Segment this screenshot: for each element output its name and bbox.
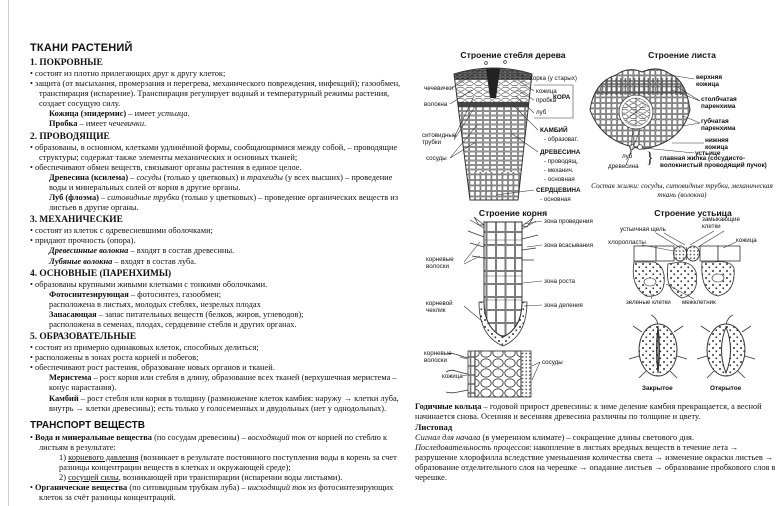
text-run: придают прочность (опора). — [35, 236, 136, 246]
text-run: сосуды — [136, 172, 162, 182]
root-label-cap: корневой чехлик — [426, 300, 453, 314]
text-run: нисходящий ток — [247, 483, 307, 493]
stoma-label-epidermis: кожица — [736, 237, 757, 244]
text-run: – — [128, 172, 137, 182]
stem-label-wood-sub3: - основная — [544, 176, 575, 183]
text-run: состоят из примерно одинаковых клеток, способных делиться; — [35, 343, 259, 353]
leaf-label-lub: луб — [622, 153, 633, 160]
root-zone-growth: зона роста — [544, 278, 575, 285]
stoma-state-open: Открытое — [710, 385, 742, 392]
text-run: – запас питательных веществ (белков, жиров, углеводов); — [96, 309, 304, 319]
doc-line — [49, 320, 412, 330]
doc-line — [30, 363, 412, 373]
leaf-label-palisade: столбчатая паренхима — [701, 96, 737, 110]
transport-items — [30, 433, 412, 504]
section-header: 4. ОСНОВНЫЕ (ПАРЕНХИМЫ) — [30, 268, 172, 279]
text-run: Органические вещества — [35, 483, 128, 493]
doc-line — [30, 79, 412, 109]
stoma-state-closed: Закрытое — [642, 385, 673, 392]
left-column — [30, 42, 412, 503]
text-run: – входят в состав луба. — [112, 256, 197, 266]
stoma-label-chloroplasts: хлоропласты — [608, 239, 646, 246]
doc-line — [49, 109, 412, 119]
text-run: Древесина (ксилема) — [49, 172, 129, 182]
stem-diagram-title: Строение стебля дерева — [460, 50, 566, 60]
text-run: Годичные кольца — [415, 402, 482, 411]
text-run: – имеет — [77, 119, 109, 129]
text-run: 2) — [59, 473, 69, 483]
stem-diagram-drawing — [420, 48, 606, 206]
text-run: . — [144, 119, 147, 129]
text-run: – — [98, 193, 108, 203]
stoma-diagram-title: Строение устьица — [654, 208, 732, 218]
stem-label-kora: КОРА — [553, 94, 571, 101]
stem-label-lub: луб — [536, 109, 547, 116]
cross-label-epidermis: кожица — [442, 373, 463, 380]
doc-line — [49, 394, 412, 414]
leaf-label-upper-epidermis: верхняя кожица — [696, 74, 723, 88]
root-zone-division: зона деления — [544, 302, 583, 309]
leaf-diagram — [584, 48, 780, 206]
root-diagram-drawing — [420, 206, 606, 348]
leaf-diagram-title: Строение листа — [648, 50, 716, 60]
text-run: Вода и минеральные вещества — [35, 432, 152, 442]
text-run: (у всех высших) – проведение воды и минеральных солей от корня в другие органы. — [49, 172, 393, 192]
root-diagram-title: Строение корня — [478, 208, 548, 218]
text-run: корневого давления — [68, 452, 139, 462]
text-run: – рост корня или стебля в длину, образование всех тканей (верхушечная меристема – конус нарастания). — [49, 373, 397, 393]
doc-line — [49, 257, 412, 267]
leaf-label-wood: древесина — [608, 163, 639, 170]
stem-label-wood: ДРЕВЕСИНА — [540, 149, 581, 156]
leaffall-signal — [415, 433, 778, 443]
text-run: Пробка — [49, 119, 78, 129]
section-header: 5. ОБРАЗОВАТЕЛЬНЫЕ — [30, 332, 137, 343]
text-run: (только у цветковых) – проведение органических веществ из листьев в другие органы. — [49, 193, 399, 213]
root-diagram — [420, 206, 606, 348]
leaffall-sequence — [415, 443, 778, 484]
text-run: состоят из плотно прилегающих друг к другу клеток; — [35, 69, 226, 78]
root-label-hairs: корневые волоски — [426, 256, 454, 270]
stem-label-korka: корка (у старых) — [530, 75, 577, 82]
root-cross-section-diagram — [420, 348, 606, 402]
text-run: расположена в семенах, плодах, сердцевине стебля и других органах. — [49, 319, 297, 329]
stem-label-cambium-sub: - образоват. — [544, 136, 579, 143]
cross-label-vessels: сосуды — [542, 359, 563, 366]
leaf-label-stoma: устьице — [695, 150, 721, 157]
text-run: Луб (флоэма) — [49, 193, 99, 203]
leaf-label-spongy: губчатая паренхима — [701, 118, 736, 132]
stem-label-pith: СЕРДЦЕВИНА — [536, 187, 581, 194]
text-run: обеспечивают рост растения, образование новых органов и тканей. — [35, 363, 275, 373]
doc-line — [49, 119, 412, 129]
doc-line — [30, 280, 412, 290]
doc-line — [30, 143, 412, 163]
text-run: – входят в состав древесины. — [128, 246, 235, 256]
scan-edge-line — [8, 0, 9, 506]
doc-line — [49, 173, 412, 193]
doc-line — [49, 310, 412, 320]
text-run: : накопление в листьях вредных веществ в течение лета → разрушение хлорофилла вследствие уменьшения количества света → изменение окраски листьев → образование отделительного слоя на черешке → опадание листьев → образование пробкового слоя в черешке. — [415, 442, 776, 483]
leaf-label-main-vein: главная жилка (сосудисто-волокнистый проводящий пучок) — [660, 155, 767, 169]
text-run: восходящий ток — [247, 432, 306, 442]
text-run: устьица — [157, 109, 188, 119]
doc-line — [30, 353, 412, 363]
text-run: из фотосинтезирующих клеток за счёт разницы концентраций. — [39, 483, 394, 503]
leaf-label-lower-epidermis: нижняя кожица — [705, 137, 729, 151]
text-run: образованы крупными живыми клетками с тонкими оболочками. — [35, 279, 268, 289]
cross-label-hairs: корневые волоски — [424, 350, 452, 364]
stem-label-cambium: КАМБИЙ — [540, 127, 568, 134]
doc-line — [49, 373, 412, 393]
text-run: обеспечивают обмен веществ, связывают органы растения в единое целое. — [35, 162, 302, 172]
doc-line — [30, 69, 412, 79]
text-run: Запасающая — [49, 309, 97, 319]
text-run: (в умеренном климате) – сокращение длины светового дня. — [480, 432, 695, 442]
text-run: Последовательность процессов — [415, 442, 530, 452]
stem-label-wood-sub2: - механич. — [544, 167, 574, 174]
text-run: состоят из клеток с одревесневшими оболочками; — [35, 226, 213, 236]
doc-line — [49, 300, 412, 310]
doc-sections — [30, 58, 412, 414]
leaf-caption: Состав жилки: сосуды, ситовидные трубки, механическая ткань (волокна) — [591, 182, 773, 199]
stoma-label-guard-cells: замыкающие клетки — [702, 216, 740, 230]
text-run: Фотосинтезирующая — [49, 289, 129, 299]
text-run: сосущей силы — [68, 473, 119, 483]
text-run: Лубяные волокна — [49, 256, 113, 266]
text-run: – годовой прирост древесины: к зиме деление камбия прекращается, а весной начинается снова. Осенняя и весенняя древесина различны по толщине и цвету. — [415, 402, 762, 422]
page-title: ТКАНИ РАСТЕНИЙ — [30, 42, 133, 54]
text-run: (по сосудам древесины) – — [151, 432, 248, 442]
stoma-label-slit: устьичная щель — [620, 226, 666, 233]
doc-line — [30, 163, 412, 173]
stoma-diagram — [606, 206, 780, 402]
stem-label-pith-sub: - основная — [540, 196, 571, 203]
doc-line — [30, 433, 412, 453]
text-run: защита (от высыхания, промерзания и перегрева, механического повреждения, инфекций); газообмен, транспирация (испарение). Транспирация регулирует водный и температурный режимы растения, создает сосущую силу. — [35, 79, 401, 109]
doc-line — [30, 226, 412, 236]
section-header: 2. ПРОВОДЯЩИЕ — [30, 131, 110, 142]
text-run: от корней по стеблю к листьям в результате: — [39, 432, 388, 452]
root-zone-conduction: зона проведения — [544, 218, 593, 225]
stem-label-vessels: сосуды — [426, 155, 447, 162]
stem-label-sieve-tubes: ситовидные трубки — [422, 132, 457, 146]
text-run: ситовидные трубки — [107, 193, 180, 203]
stem-label-lenticels: чечевички — [424, 85, 454, 92]
text-run: – рост стебля или корня в толщину (размножение клеток камбия: наружу → клетки луба, внутрь → клетки древесины); есть только у голосеменных и двудольных (нет у однодольных). — [49, 393, 399, 413]
text-run: Сигнал для начала — [415, 432, 481, 442]
stoma-label-intercellular: межклетник — [682, 299, 716, 306]
stem-label-fibers: волокна — [424, 101, 448, 108]
doc-line — [59, 453, 412, 473]
doc-line — [30, 343, 412, 353]
notes-column — [415, 402, 778, 484]
doc-line — [49, 193, 412, 213]
doc-line — [30, 236, 412, 246]
doc-line — [49, 290, 412, 300]
text-run: 1) — [59, 452, 69, 462]
text-run: . — [187, 109, 190, 119]
text-run: образованы, в основном, клетками удлинённой формы, сообщающимися между собой, – проводящие структуры; содержат также элементы механических и основных тканей; — [35, 142, 398, 162]
doc-line — [59, 473, 412, 483]
stoma-label-green-cells: зеленые клетки — [626, 299, 671, 306]
transport-header: ТРАНСПОРТ ВЕЩЕСТВ — [30, 419, 146, 431]
text-run: (возникает в результате постоянного поступления воды в корень за счет разницы концентрации веществ в клетках и окружающей среде); — [59, 452, 397, 472]
text-run: расположены в зонах роста корней и побегов; — [35, 353, 199, 363]
text-run: расположена в листьях, молодых стеблях, незрелых плодах — [49, 299, 261, 309]
text-run: Камбий — [49, 393, 79, 403]
text-run: (по ситовидным трубкам луба) – — [127, 483, 248, 493]
text-run: , возникающей при транспирации (испарении воды листьями). — [118, 473, 343, 483]
leaf-brace: } — [646, 150, 654, 167]
stem-label-kozhitsa: кожица — [536, 88, 557, 95]
text-run: чечевички — [108, 119, 145, 129]
section-header: 3. МЕХАНИЧЕСКИЕ — [30, 215, 123, 226]
doc-line — [49, 246, 412, 256]
leaffall-header: Листопад — [415, 422, 453, 433]
text-run: Древесинные волокна — [49, 246, 129, 256]
stem-label-wood-sub1: - проводящ. — [544, 158, 579, 165]
text-run: – фотосинтез, газообмен; — [128, 289, 222, 299]
text-run: трахеиды — [247, 172, 283, 182]
section-header: 1. ПОКРОВНЫЕ — [30, 58, 103, 68]
annual-rings-paragraph — [415, 402, 778, 422]
stem-diagram — [420, 48, 606, 206]
text-run: – имеет — [126, 109, 158, 119]
root-zone-absorption: зона всасывания — [544, 242, 593, 249]
stem-label-probka: пробка — [536, 97, 557, 104]
text-run: Меристема — [49, 373, 92, 383]
text-run: (только у цветковых) и — [161, 172, 248, 182]
doc-line — [30, 483, 412, 503]
text-run: Кожица (эпидермис) — [49, 109, 127, 119]
